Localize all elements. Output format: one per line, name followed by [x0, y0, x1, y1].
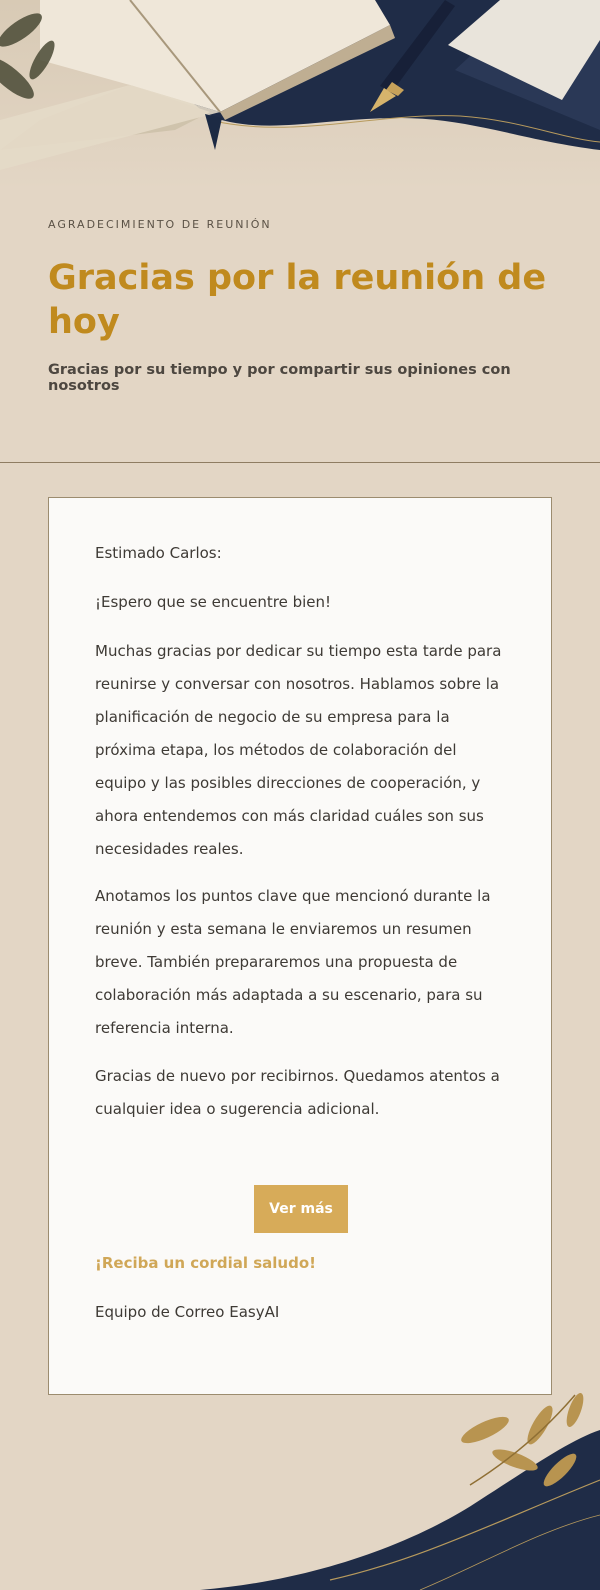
page-title: Gracias por la reunión de hoy: [48, 258, 547, 342]
footer-illustration: [0, 1390, 600, 1590]
signature: Equipo de Correo EasyAI: [95, 1303, 280, 1321]
greeting: Estimado Carlos:: [95, 544, 222, 562]
hero-illustration: [0, 0, 600, 190]
eyebrow-label: AGRADECIMIENTO DE REUNIÓN: [48, 218, 272, 231]
header-divider: [0, 462, 600, 463]
message-card: [48, 497, 552, 1395]
paragraph-thanks: Muchas gracias por dedicar su tiempo esta tarde para reunirse y conversar con nosotros. Hablamos sobre la planificación de negocio de su empresa para la próxima etapa, los métodos de colaboración del equipo y las posibles direcciones de cooperación, y ahora entendemos con más claridad cuáles son sus necesidades reales.: [95, 642, 502, 858]
see-more-button[interactable]: Ver más: [254, 1185, 348, 1233]
paragraph-closing: Gracias de nuevo por recibirnos. Quedamos atentos a cualquier idea o sugerencia adicional.: [95, 1067, 500, 1118]
page-subtitle: Gracias por su tiempo y por compartir sus opiniones con nosotros: [48, 362, 511, 394]
regards-text: ¡Reciba un cordial saludo!: [95, 1254, 316, 1272]
paragraph-wellbeing: ¡Espero que se encuentre bien!: [95, 593, 332, 611]
paragraph-followup: Anotamos los puntos clave que mencionó durante la reunión y esta semana le enviaremos un resumen breve. También prepararemos una propuesta de colaboración más adaptada a su escenario, para su referencia interna.: [95, 887, 491, 1037]
